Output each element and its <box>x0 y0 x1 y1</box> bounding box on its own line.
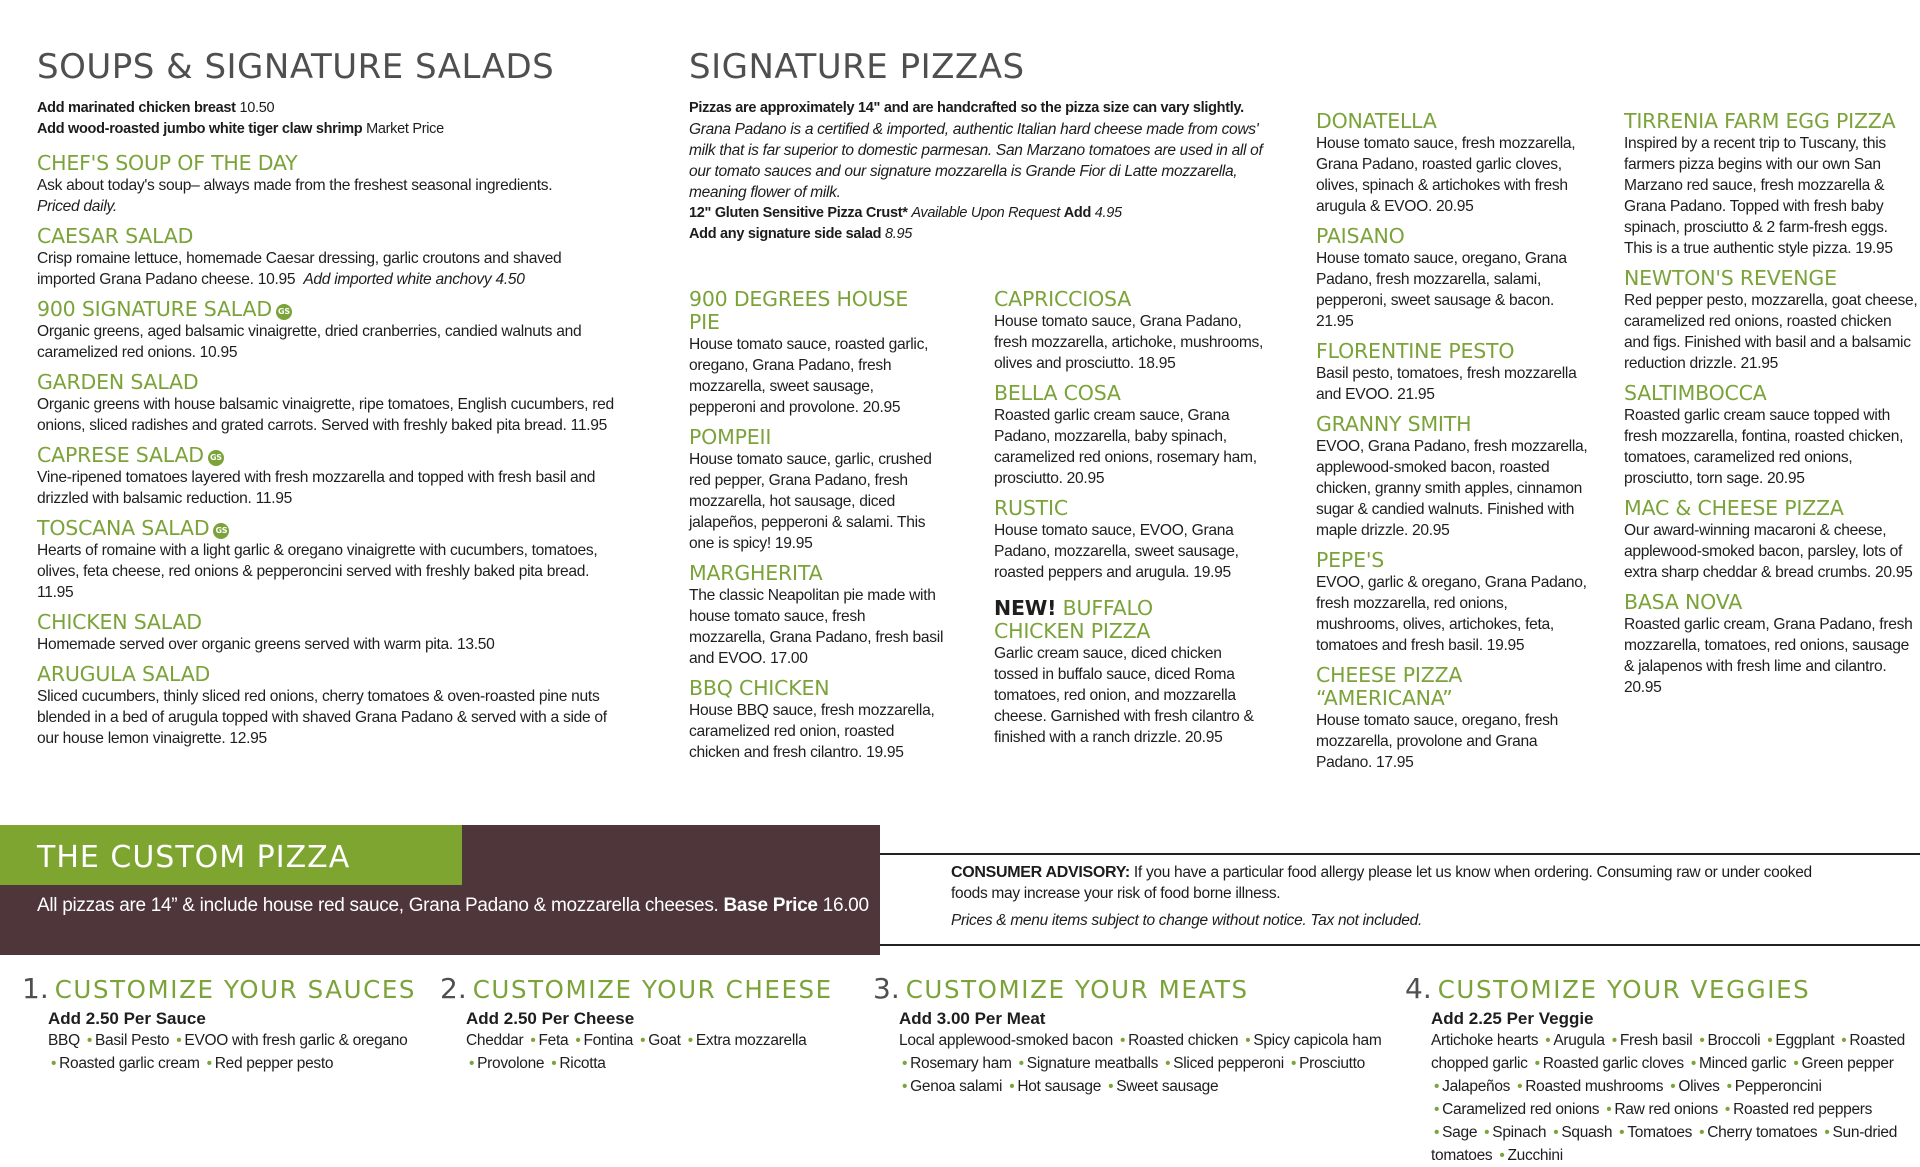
option-bbq: BBQ <box>48 1032 80 1049</box>
item-name: CAESAR SALAD <box>37 224 194 248</box>
option-roasted-chopped-garlic: Roasted chopped garlic <box>1431 1032 1905 1072</box>
item-desc: Inspired by a recent trip to Tuscany, this farmers pizza begins with our own San Marzano red sauce, fresh mozzarella & Grana Padano. Topped with fresh baby spinach, prosciutto & 2 farm-fresh eggs. This is a true authentic style pizza. 19.95 <box>1624 135 1893 257</box>
menu-item-granny-smith <box>1316 413 1591 541</box>
item-name: PAISANO <box>1316 224 1405 248</box>
menu-item-bella-cosa <box>994 382 1269 489</box>
item-name: CAPRICCIOSA <box>994 287 1132 311</box>
menu-item-arugula-salad <box>37 663 617 749</box>
item-desc: Roasted garlic cream, Grana Padano, fresh mozzarella, tomatoes, red onions, sausage & jalapenos with fresh lime and cilantro. 20.95 <box>1624 616 1913 696</box>
bullet-icon: • <box>687 1032 693 1049</box>
item-desc: Ask about today's soup– always made from the freshest seasonal ingredients. Priced daily. <box>37 177 553 215</box>
option-sweet-sausage: Sweet sausage <box>1116 1078 1219 1095</box>
item-name: CHEF'S SOUP OF THE DAY <box>37 151 298 175</box>
step-options <box>899 1029 1413 1098</box>
pizzas-header <box>689 47 1269 245</box>
add-shrimp-price: Market Price <box>366 121 444 137</box>
item-name: 900 DEGREES HOUSE PIE <box>689 287 909 334</box>
item-desc: Garlic cream sauce, diced chicken tossed in buffalo sauce, diced Roma tomatoes, red onion, and mozzarella cheese. Garnished with fresh cilantro & finished with a ranch drizzle. 20.95 <box>994 645 1254 746</box>
bullet-icon: • <box>1724 1101 1731 1118</box>
bullet-icon: • <box>1545 1032 1551 1049</box>
option-spicy-capicola-ham: Spicy capicola ham <box>1253 1032 1382 1049</box>
item-desc: House tomato sauce, oregano, Grana Padano, fresh mozzarella, salami, pepperoni, sweet sausage & bacon. 21.95 <box>1316 250 1567 330</box>
option-spinach: Spinach <box>1492 1124 1547 1141</box>
item-desc: Crisp romaine lettuce, homemade Caesar dressing, garlic croutons and shaved imported Grana Padano cheese. 10.95 Add imported white anchovy 4.50 <box>37 250 562 288</box>
bullet-icon: • <box>551 1055 557 1072</box>
item-desc: Homemade served over organic greens served with warm pita. 13.50 <box>37 636 495 653</box>
pizza-column-3 <box>1316 110 1591 781</box>
step-meats <box>873 972 1413 1098</box>
option-roasted-garlic-cream: Roasted garlic cream <box>59 1055 200 1072</box>
step-cheese <box>440 972 840 1075</box>
pizza-column-2 <box>994 288 1269 756</box>
gluten-sensitive-icon: GS <box>276 304 292 320</box>
step-title: CUSTOMIZE YOUR VEGGIES <box>1437 975 1811 1004</box>
option-cherry-tomatoes: Cherry tomatoes <box>1707 1124 1818 1141</box>
advisory-text: If you have a particular food allergy please let us know when ordering. Consuming raw or under cooked foods may increase your risk of food borne illness. <box>951 864 1812 902</box>
option-sage: Sage <box>1442 1124 1478 1141</box>
bullet-icon: • <box>640 1032 646 1049</box>
gluten-price: 4.95 <box>1094 205 1122 221</box>
pizza-column-1 <box>689 288 944 771</box>
gluten-sensitive-icon: GS <box>213 523 229 539</box>
bullet-icon: • <box>1619 1124 1625 1141</box>
pizzas-title: SIGNATURE PIZZAS <box>689 47 1025 87</box>
menu-item-basa-nova <box>1624 591 1919 698</box>
menu-item-pepe-s <box>1316 549 1591 656</box>
add-chicken-price: 10.50 <box>239 100 275 116</box>
item-name: ARUGULA SALAD <box>37 662 211 686</box>
side-salad-label: Add any signature side salad <box>689 226 882 242</box>
option-jalape-os: Jalapeños <box>1442 1078 1511 1095</box>
item-name: MAC & CHEESE PIZZA <box>1624 496 1844 520</box>
item-name: GRANNY SMITH <box>1316 412 1472 436</box>
option-zucchini: Zucchini <box>1507 1147 1563 1164</box>
bullet-icon: • <box>530 1032 536 1049</box>
step-options <box>466 1029 840 1075</box>
add-chicken-label: Add marinated chicken breast <box>37 100 236 116</box>
item-name: NEWTON'S REVENGE <box>1624 266 1837 290</box>
bullet-icon: • <box>902 1055 908 1072</box>
option-arugula: Arugula <box>1553 1032 1605 1049</box>
pizza-column-4 <box>1624 110 1919 706</box>
option-signature-meatballs: Signature meatballs <box>1026 1055 1159 1072</box>
option-extra-mozzarella: Extra mozzarella <box>695 1032 807 1049</box>
bullet-icon: • <box>1793 1055 1799 1072</box>
item-desc: EVOO, garlic & oregano, Grana Padano, fresh mozzarella, red onions, mushrooms, olives, artichokes, feta, tomatoes and fresh basil. 19.95 <box>1316 574 1587 654</box>
bullet-icon: • <box>1119 1032 1126 1049</box>
option-sun-dried-tomatoes: Sun-dried tomatoes <box>1431 1124 1898 1164</box>
option-genoa-salami: Genoa salami <box>910 1078 1003 1095</box>
item-desc: House tomato sauce, roasted garlic, oregano, Grana Padano, fresh mozzarella, sweet sausage, pepperoni and provolone. 20.95 <box>689 336 929 416</box>
option-goat: Goat <box>648 1032 681 1049</box>
item-desc: EVOO, Grana Padano, fresh mozzarella, applewood-smoked bacon, roasted chicken, granny smith apples, cinnamon sugar & candied walnuts. Finished with maple drizzle. 20.95 <box>1316 438 1588 539</box>
base-price: 16.00 <box>822 895 869 916</box>
item-desc: Our award-winning macaroni & cheese, applewood-smoked bacon, parsley, lots of extra sharp cheddar & bread crumbs. 20.95 <box>1624 522 1913 581</box>
option-squash: Squash <box>1561 1124 1613 1141</box>
item-name: BELLA COSA <box>994 381 1121 405</box>
base-price-label: Base Price <box>723 895 818 916</box>
step-options <box>48 1029 422 1075</box>
step-number: 2. <box>440 972 467 1005</box>
step-title: CUSTOMIZE YOUR MEATS <box>905 975 1249 1004</box>
gluten-label: 12" Gluten Sensitive Pizza Crust* <box>689 205 908 221</box>
advisory-label: CONSUMER ADVISORY: <box>951 864 1130 881</box>
item-name: 900 SIGNATURE SALAD <box>37 297 272 321</box>
item-name: BBQ CHICKEN <box>689 676 830 700</box>
item-desc: House tomato sauce, fresh mozzarella, Grana Padano, roasted garlic cloves, olives, spinach & artichokes with fresh arugula & EVOO. 20.95 <box>1316 135 1576 215</box>
pizzas-intro-bold: Pizzas are approximately 14" and are handcrafted so the pizza size can vary slightly. <box>689 100 1244 116</box>
consumer-advisory <box>951 862 1851 931</box>
menu-item-buffalo <box>994 597 1269 748</box>
bullet-icon: • <box>1484 1124 1490 1141</box>
gluten-avail: Available Upon Request <box>911 205 1061 221</box>
step-price: Add 2.50 Per Sauce <box>48 1009 206 1028</box>
item-desc: Hearts of romaine with a light garlic & oregano vinaigrette with cucumbers, tomatoes, olives, feta cheese, red onions & pepperoncini served with freshly baked pita bread. 11.95 <box>37 542 598 601</box>
item-desc: House tomato sauce, Grana Padano, fresh mozzarella, artichoke, mushrooms, olives and prosciutto. 18.95 <box>994 313 1264 372</box>
step-options <box>1431 1029 1915 1167</box>
bullet-icon: • <box>1841 1032 1847 1049</box>
bullet-icon: • <box>575 1032 581 1049</box>
advisory-top-rule <box>880 853 1920 855</box>
advisory-note: Prices & menu items subject to change without notice. Tax not included. <box>951 912 1422 929</box>
menu-item-mac-cheese-pizza <box>1624 497 1919 583</box>
item-name: POMPEII <box>689 425 772 449</box>
option-prosciutto: Prosciutto <box>1299 1055 1365 1072</box>
bullet-icon: • <box>1290 1055 1297 1072</box>
custom-pizza-title: THE CUSTOM PIZZA <box>37 840 351 875</box>
bullet-icon: • <box>1606 1101 1612 1118</box>
item-desc: House BBQ sauce, fresh mozzarella, caramelized red onion, roasted chicken and fresh cilantro. 19.95 <box>689 702 935 761</box>
option-sliced-pepperoni: Sliced pepperoni <box>1173 1055 1284 1072</box>
option-raw-red-onions: Raw red onions <box>1614 1101 1718 1118</box>
gluten-add: Add <box>1063 205 1092 221</box>
item-name: BUFFALO <box>1062 596 1153 620</box>
soups-section <box>37 47 617 757</box>
item-desc: Vine-ripened tomatoes layered with fresh mozzarella and topped with fresh basil and drizzled with balsamic reduction. 11.95 <box>37 469 596 507</box>
soups-addons <box>37 98 617 140</box>
bullet-icon: • <box>1690 1055 1696 1072</box>
bullet-icon: • <box>51 1055 57 1072</box>
bullet-icon: • <box>469 1055 475 1072</box>
option-feta: Feta <box>538 1032 569 1049</box>
menu-item-donatella <box>1316 110 1591 217</box>
option-olives: Olives <box>1678 1078 1720 1095</box>
bullet-icon: • <box>176 1032 182 1049</box>
bullet-icon: • <box>86 1032 92 1049</box>
item-desc: Organic greens, aged balsamic vinaigrette, dried cranberries, candied walnuts and caramelized red onions. 10.95 <box>37 323 582 361</box>
item-name: CAPRESE SALAD <box>37 443 204 467</box>
bullet-icon: • <box>1553 1124 1559 1141</box>
item-desc: Roasted garlic cream sauce, Grana Padano, mozzarella, baby spinach, caramelized red onions, rosemary ham, prosciutto. 20.95 <box>994 407 1257 487</box>
item-desc: House tomato sauce, oregano, fresh mozzarella, provolone and Grana Padano. 17.95 <box>1316 712 1559 771</box>
item-desc: House tomato sauce, garlic, crushed red pepper, Grana Padano, fresh mozzarella, hot sausage, diced jalapeños, pepperoni & salami. This one is spicy! 19.95 <box>689 451 932 552</box>
pizzas-intro-italic: Grana Padano is a certified & imported, authentic Italian hard cheese made from cows' milk that is far superior to domestic parmesan. San Marzano tomatoes are used in all of our tomato sauces and our signature mozzarella is Grande Fior di Latte mozzarella, meaning flower of milk. <box>689 121 1263 201</box>
bullet-icon: • <box>1434 1101 1440 1118</box>
menu-item-rustic <box>994 497 1269 583</box>
item-name: MARGHERITA <box>689 561 823 585</box>
item-name: BASA NOVA <box>1624 590 1743 614</box>
side-salad-price: 8.95 <box>884 226 913 242</box>
menu-item-caesar-salad <box>37 225 617 290</box>
option-red-pepper-pesto: Red pepper pesto <box>214 1055 334 1072</box>
bullet-icon: • <box>1434 1078 1440 1095</box>
bullet-icon: • <box>1699 1032 1705 1049</box>
advisory-bottom-rule <box>880 944 1920 946</box>
menu-item-caprese-salad <box>37 444 617 509</box>
step-price: Add 2.50 Per Cheese <box>466 1009 635 1028</box>
item-desc: Sliced cucumbers, thinly sliced red onions, cherry tomatoes & oven-roasted pine nuts blended in a bed of arugula topped with shaved Grana Padano & served with a side of our house lemon vinaigrette. 12.95 <box>37 688 607 747</box>
menu-item-garden-salad <box>37 371 617 436</box>
option-pepperoncini: Pepperoncini <box>1734 1078 1822 1095</box>
option-evoo-with-fresh-garlic-oregano: EVOO with fresh garlic & oregano <box>184 1032 408 1049</box>
option-roasted-chicken: Roasted chicken <box>1128 1032 1239 1049</box>
menu-item-cheese-pizza-americana <box>1316 664 1591 773</box>
option-fontina: Fontina <box>583 1032 634 1049</box>
item-desc: The classic Neapolitan pie made with house tomato sauce, fresh mozzarella, Grana Padano, fresh basil and EVOO. 17.00 <box>689 587 944 667</box>
item-name: FLORENTINE PESTO <box>1316 339 1515 363</box>
option-artichoke-hearts: Artichoke hearts <box>1431 1032 1539 1049</box>
step-title: CUSTOMIZE YOUR CHEESE <box>472 975 833 1004</box>
gluten-sensitive-icon: GS <box>208 450 224 466</box>
item-desc: Organic greens with house balsamic vinaigrette, ripe tomatoes, English cucumbers, red onions, sliced radishes and grated carrots. Served with freshly baked pita bread. 11.95 <box>37 396 614 434</box>
step-number: 1. <box>22 972 49 1005</box>
item-name: GARDEN SALAD <box>37 370 199 394</box>
option-broccoli: Broccoli <box>1707 1032 1761 1049</box>
bullet-icon: • <box>1499 1147 1505 1164</box>
menu-item-toscana-salad <box>37 517 617 603</box>
bullet-icon: • <box>1009 1078 1015 1095</box>
menu-item-paisano <box>1316 225 1591 332</box>
option-provolone: Provolone <box>477 1055 545 1072</box>
item-desc: Roasted garlic cream sauce topped with fresh mozzarella, fontina, roasted chicken, tomatoes, caramelized red onions, prosciutto, torn sage. 20.95 <box>1624 407 1904 487</box>
step-price: Add 3.00 Per Meat <box>899 1009 1046 1028</box>
step-number: 3. <box>873 972 900 1005</box>
item-name: CHICKEN PIZZA <box>994 619 1151 643</box>
option-ricotta: Ricotta <box>559 1055 606 1072</box>
option-roasted-red-peppers: Roasted red peppers <box>1733 1101 1873 1118</box>
new-badge: NEW! <box>994 596 1057 620</box>
menu-item-margherita <box>689 562 944 669</box>
bullet-icon: • <box>1108 1078 1114 1095</box>
item-name: TOSCANA SALAD <box>37 516 210 540</box>
bullet-icon: • <box>1534 1055 1540 1072</box>
item-name: CHEESE PIZZA “AMERICANA” <box>1316 663 1463 710</box>
step-price: Add 2.25 Per Veggie <box>1431 1009 1594 1028</box>
bullet-icon: • <box>206 1055 212 1072</box>
bullet-icon: • <box>1018 1055 1024 1072</box>
bullet-icon: • <box>1824 1124 1830 1141</box>
menu-item-saltimbocca <box>1624 382 1919 489</box>
item-name: DONATELLA <box>1316 109 1437 133</box>
soup-items-list <box>37 152 617 749</box>
menu-item-bbq-chicken <box>689 677 944 763</box>
bullet-icon: • <box>1699 1124 1705 1141</box>
menu-item-900-signature-salad <box>37 298 617 363</box>
option-cheddar: Cheddar <box>466 1032 524 1049</box>
option-fresh-basil: Fresh basil <box>1619 1032 1693 1049</box>
add-shrimp-label: Add wood-roasted jumbo white tiger claw shrimp <box>37 121 363 137</box>
item-name: TIRRENIA FARM EGG PIZZA <box>1624 109 1896 133</box>
item-note: Add imported white anchovy 4.50 <box>303 271 525 288</box>
item-name: CHICKEN SALAD <box>37 610 202 634</box>
item-desc: House tomato sauce, EVOO, Grana Padano, mozzarella, sweet sausage, roasted peppers and arugula. 19.95 <box>994 522 1239 581</box>
bullet-icon: • <box>1165 1055 1171 1072</box>
bullet-icon: • <box>1670 1078 1676 1095</box>
option-local-applewood-smoked-bacon: Local applewood-smoked bacon <box>899 1032 1113 1049</box>
item-name: RUSTIC <box>994 496 1068 520</box>
bullet-icon: • <box>1517 1078 1523 1095</box>
item-desc: Red pepper pesto, mozzarella, goat cheese, caramelized red onions, roasted chicken and figs. Finished with basil and a balsamic reduction drizzle. 21.95 <box>1624 292 1918 372</box>
menu-item-capricciosa <box>994 288 1269 374</box>
menu-item-newton-s-revenge <box>1624 267 1919 374</box>
option-caramelized-red-onions: Caramelized red onions <box>1442 1101 1600 1118</box>
menu-item-chicken-salad <box>37 611 617 655</box>
step-sauces <box>22 972 422 1075</box>
step-number: 4. <box>1405 972 1432 1005</box>
bullet-icon: • <box>1245 1032 1251 1049</box>
menu-item-florentine-pesto <box>1316 340 1591 405</box>
soups-title: SOUPS & SIGNATURE SALADS <box>37 47 555 87</box>
menu-item-pompeii <box>689 426 944 554</box>
menu-item-900-degrees-house-pie <box>689 288 944 418</box>
option-green-pepper: Green pepper <box>1801 1055 1894 1072</box>
option-minced-garlic: Minced garlic <box>1698 1055 1787 1072</box>
item-desc: Basil pesto, tomatoes, fresh mozzarella and EVOO. 21.95 <box>1316 365 1577 403</box>
bullet-icon: • <box>1726 1078 1732 1095</box>
bullet-icon: • <box>1611 1032 1617 1049</box>
option-hot-sausage: Hot sausage <box>1017 1078 1102 1095</box>
option-rosemary-ham: Rosemary ham <box>910 1055 1012 1072</box>
bullet-icon: • <box>902 1078 908 1095</box>
item-note: Priced daily. <box>37 198 117 215</box>
bullet-icon: • <box>1767 1032 1773 1049</box>
option-tomatoes: Tomatoes <box>1627 1124 1693 1141</box>
bullet-icon: • <box>1434 1124 1440 1141</box>
option-eggplant: Eggplant <box>1775 1032 1835 1049</box>
step-veggies <box>1405 972 1915 1167</box>
option-roasted-mushrooms: Roasted mushrooms <box>1525 1078 1664 1095</box>
option-roasted-garlic-cloves: Roasted garlic cloves <box>1542 1055 1684 1072</box>
item-name: SALTIMBOCCA <box>1624 381 1767 405</box>
menu-item-tirrenia-farm-egg-pizza <box>1624 110 1919 259</box>
option-basil-pesto: Basil Pesto <box>95 1032 170 1049</box>
step-title: CUSTOMIZE YOUR SAUCES <box>54 975 417 1004</box>
custom-pizza-subtitle: All pizzas are 14” & include house red sauce, Grana Padano & mozzarella cheeses. Base Price 16.00 <box>37 895 869 916</box>
pizzas-intro <box>689 98 1264 245</box>
menu-item-chef-s-soup-of-the-day <box>37 152 617 217</box>
item-name: PEPE'S <box>1316 548 1385 572</box>
